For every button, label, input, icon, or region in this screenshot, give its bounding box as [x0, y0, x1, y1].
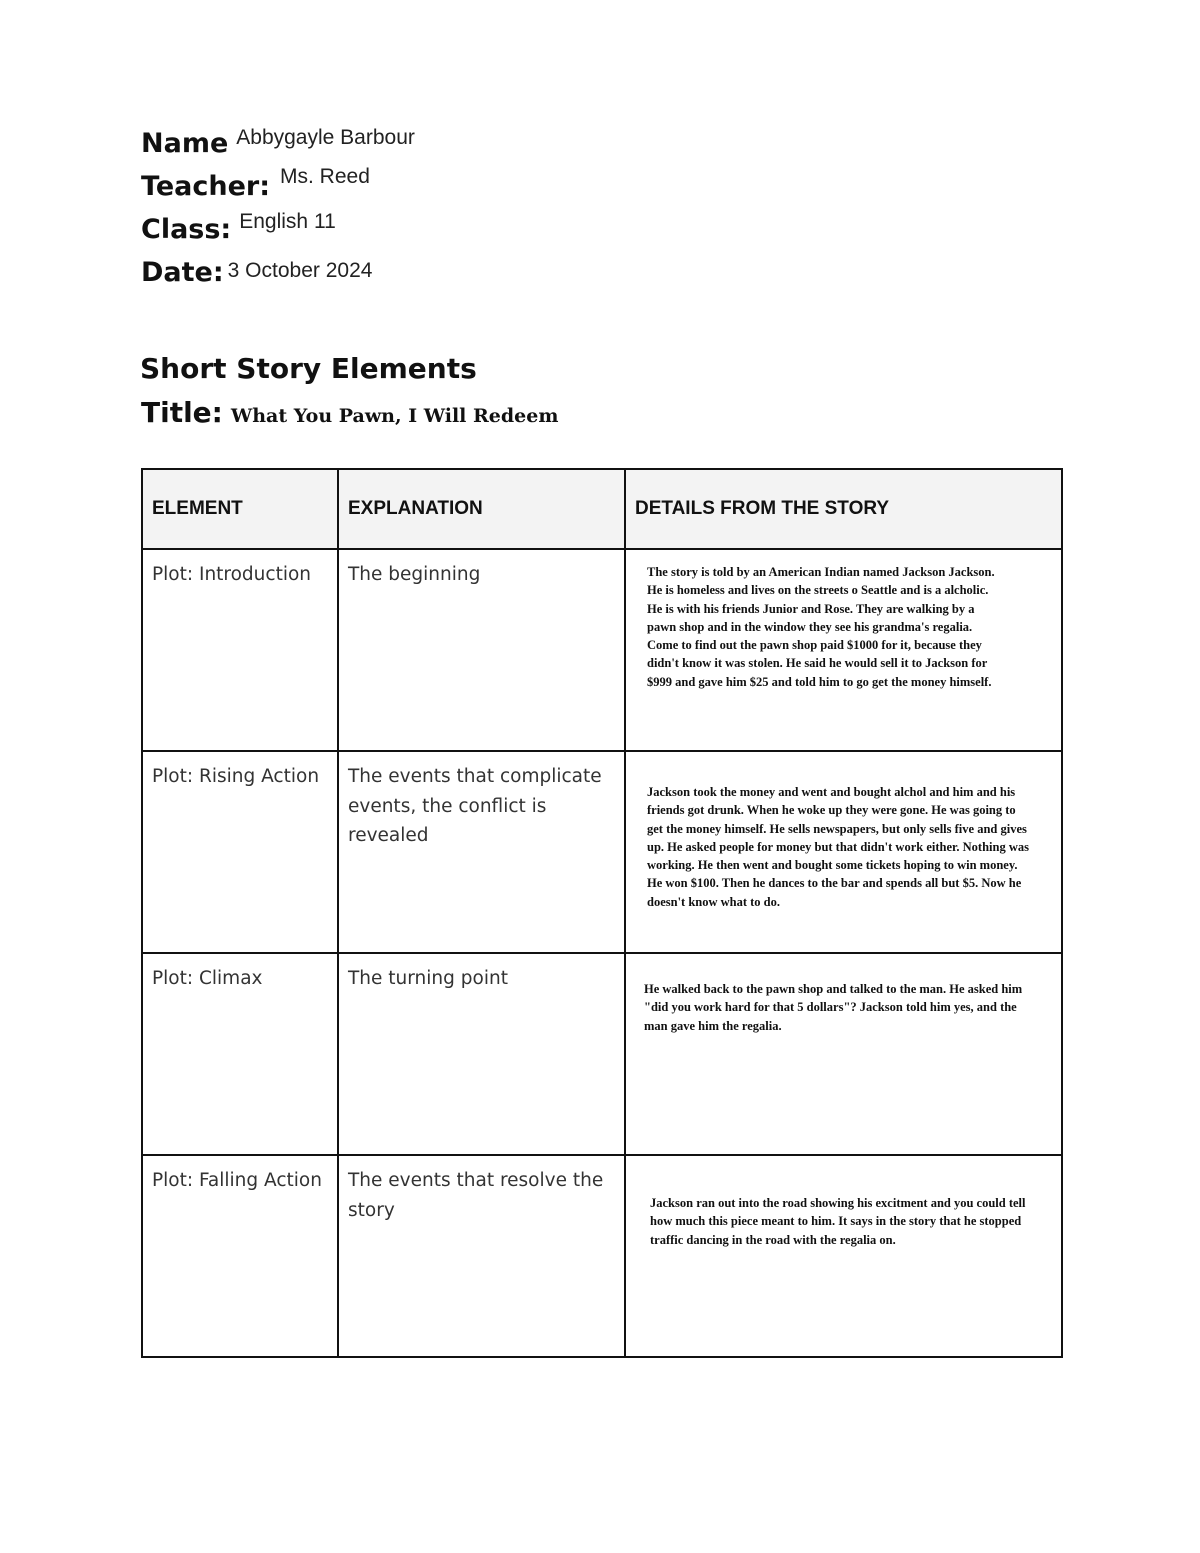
title-value: What You Pawn, I Will Redeem	[230, 405, 559, 427]
explanation-text: The beginning	[348, 564, 481, 585]
header-element: ELEMENT	[142, 469, 338, 549]
explanation-cell	[338, 751, 625, 953]
teacher-value: Ms. Reed	[280, 165, 370, 188]
table-row	[142, 1155, 1062, 1357]
header-details: DETAILS FROM THE STORY	[625, 469, 1062, 549]
story-title-line	[141, 396, 558, 429]
table-row	[142, 751, 1062, 953]
details-text: He walked back to the pawn shop and talked to the man. He asked him "did you work hard for that 5 dollars"? Jackson told him yes, and the man gave him the regalia.	[644, 982, 1023, 1033]
explanation-text: The events that resolve the story	[348, 1170, 604, 1221]
table-row	[142, 953, 1062, 1155]
class-label: Class:	[141, 214, 232, 245]
class-row	[141, 210, 415, 257]
table-header-row	[142, 469, 1062, 549]
element-cell	[142, 549, 338, 751]
date-row	[141, 257, 415, 300]
story-elements-table	[141, 468, 1063, 1358]
explanation-text: The turning point	[348, 968, 508, 989]
teacher-label: Teacher:	[141, 171, 271, 202]
date-label: Date:	[141, 257, 224, 288]
explanation-cell	[338, 953, 625, 1155]
details-cell	[625, 549, 1062, 751]
details-cell	[625, 953, 1062, 1155]
details-text: Jackson took the money and went and bought alchol and him and his friends got drunk. When he woke up they were gone. He was going to get the money himself. He sells newspapers, but only sells five and gives up. He asked people for money but that didn't work either. Nothing was working. He then went and bought some tickets hoping to win money. He won $100. Then he dances to the bar and spends all but $5. Now he doesn't know what to do.	[647, 785, 1029, 909]
name-value: Abbygayle Barbour	[236, 126, 415, 149]
name-row	[141, 128, 415, 171]
element-cell	[142, 751, 338, 953]
details-text: Jackson ran out into the road showing his excitment and you could tell how much this piece meant to him. It says in the story that he stopped traffic dancing in the road with the regalia on.	[650, 1196, 1026, 1247]
table-row	[142, 549, 1062, 751]
explanation-cell	[338, 549, 625, 751]
element-text: Plot: Falling Action	[152, 1170, 322, 1191]
details-text: The story is told by an American Indian named Jackson Jackson. He is homeless and lives on the streets o Seattle and is a alcholic. He is with his friends Junior and Rose. They are walking by a pawn shop and in the window they see his grandma's regalia. Come to find out the pawn shop paid $1000 for it, because they didn't know it was stolen. He said he would sell it to Jackson for $999 and gave him $25 and told him to go get the money himself.	[647, 565, 995, 689]
details-cell	[625, 1155, 1062, 1357]
element-text: Plot: Rising Action	[152, 766, 320, 787]
date-value: 3 October 2024	[227, 259, 373, 282]
student-info	[141, 128, 415, 300]
details-cell	[625, 751, 1062, 953]
name-label: Name	[141, 128, 229, 159]
element-text: Plot: Climax	[152, 968, 263, 989]
class-value: English 11	[239, 210, 336, 233]
title-label: Title:	[141, 396, 223, 429]
explanation-text: The events that complicate events, the conflict is revealed	[348, 766, 602, 846]
section-heading: Short Story Elements	[140, 352, 477, 385]
explanation-cell	[338, 1155, 625, 1357]
element-cell	[142, 953, 338, 1155]
element-cell	[142, 1155, 338, 1357]
header-explanation: EXPLANATION	[338, 469, 625, 549]
element-text: Plot: Introduction	[152, 564, 312, 585]
teacher-row	[141, 165, 415, 214]
